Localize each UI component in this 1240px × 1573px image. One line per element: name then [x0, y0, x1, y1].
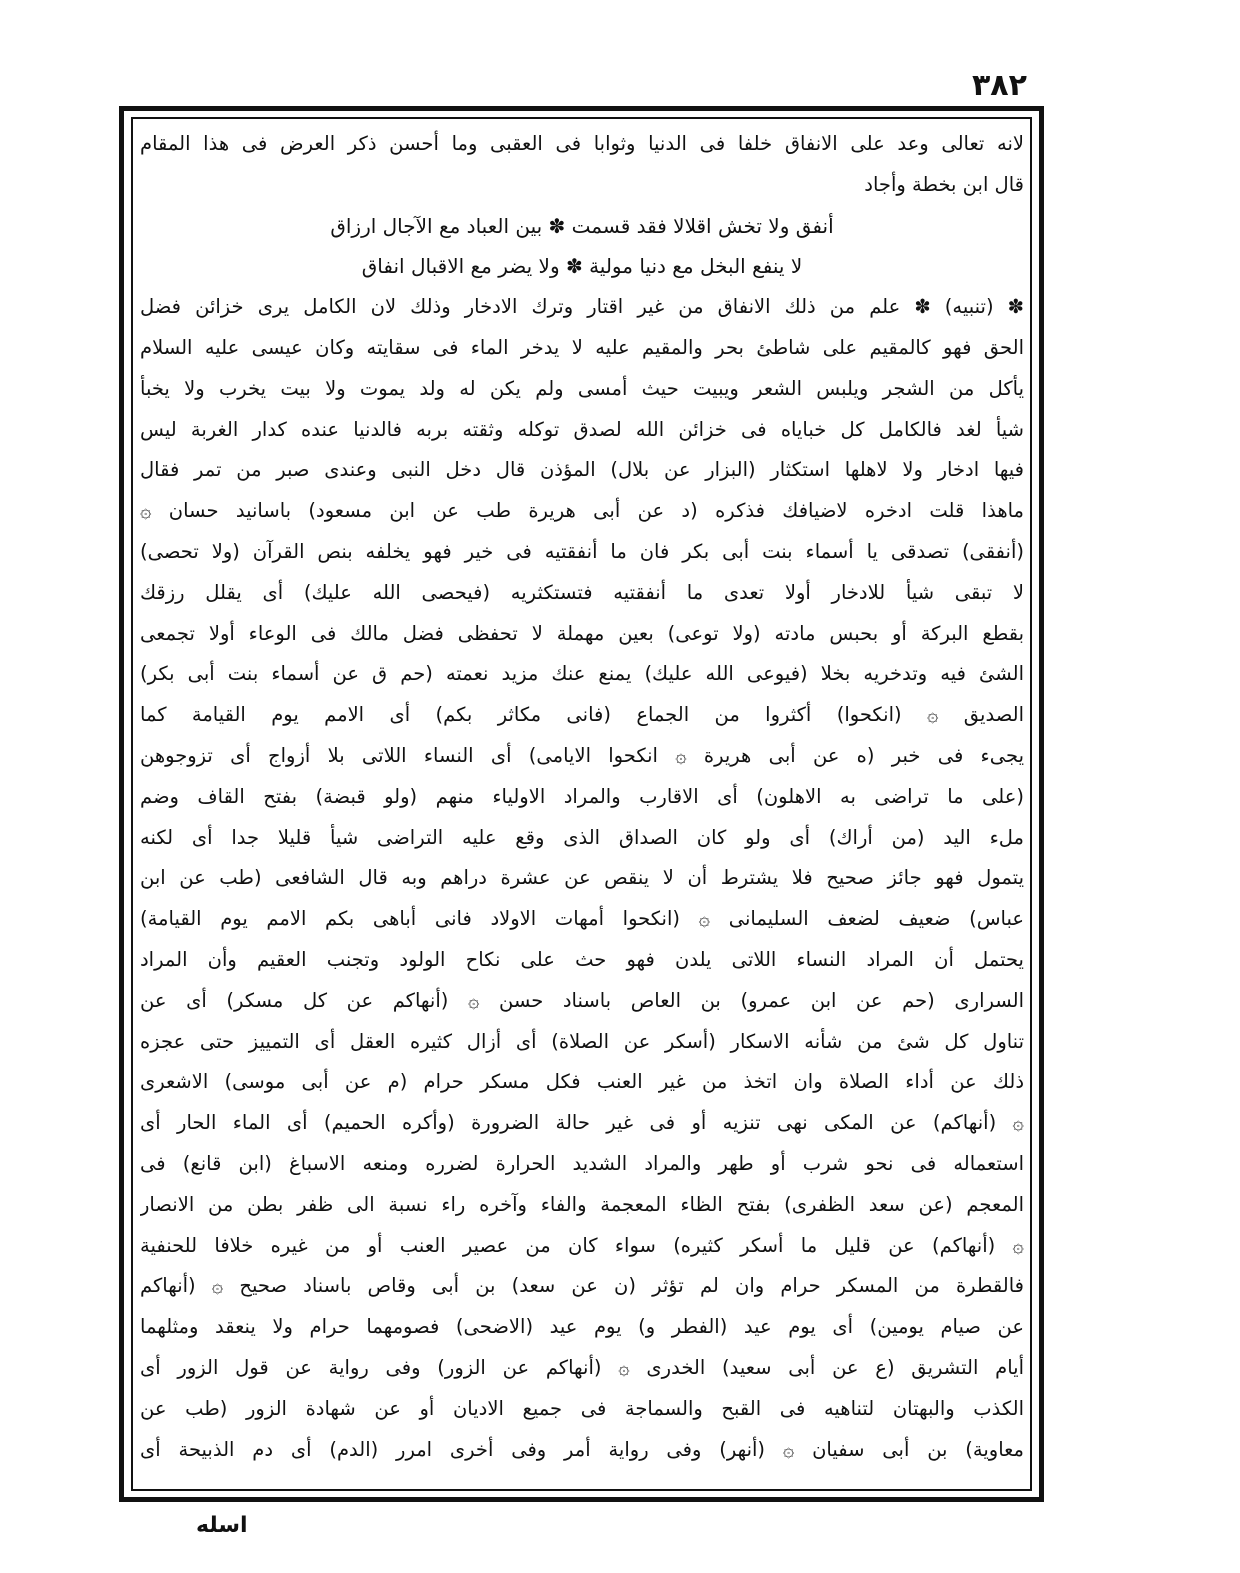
text-line: يجىء فى خبر (ه عن أبى هريرة ۞ انكحوا الايامى) أى النساء اللاتى بلا أزواج أى تزوجوهن [140, 743, 1024, 767]
text-line: لانه تعالى وعد على الانفاق خلفا فى الدنيا وثوابا فى العقبى وما أحسن ذكر العرض فى هذا المقام [140, 132, 1024, 155]
text-line: (أنفقى) تصدقى يا أسماء بنت أبى بكر فان ما أنفقتيه فى خير فهو يخلفه بنص القرآن (ولا تحصى) [140, 539, 1024, 563]
text-line: (على ما تراضى به الاهلون) أى الاقارب والمراد الاولياء منهم (ولو قبضة) بفتح القاف وضم [140, 784, 1024, 808]
text-line: فيها ادخار ولا لاهلها استكثار (البزار عن بلال) المؤذن قال دخل النبى وعندى صبر من تمر فقال [140, 458, 1024, 482]
text-line: ✽ (تنبيه) ✽ علم من ذلك الانفاق من غير اقتار وترك الادخار وذلك لان الكامل يرى خزائن فضل [140, 295, 1024, 319]
text-line: استعماله فى نحو شرب أو طهر والمراد الشديد الحرارة لضرره ومنعه الاسباغ (ابن قانع) فى [140, 1151, 1024, 1175]
text-line: الشئ فيه وتدخريه بخلا (فيوعى الله عليك) يمنع عنك مزيد نعمته (حم ق عن أسماء بنت أبى بكر) [140, 662, 1024, 686]
text-line: الصديق ۞ (انكحوا) أكثروا من الجماع (فانى مكاثر بكم) أى الامم يوم القيامة كما [140, 703, 1024, 727]
text-line: السرارى (حم عن ابن عمرو) بن العاص باسناد حسن ۞ (أنهاكم عن كل مسكر) أى عن [140, 988, 1024, 1012]
text-line: أيام التشريق (ع عن أبى سعيد) الخدرى ۞ (أنهاكم عن الزور) وفى رواية عن قول الزور أى [140, 1355, 1024, 1379]
text-line: عباس) ضعيف لضعف السليمانى ۞ (انكحوا أمهات الاولاد فانى أباهى بكم الامم يوم القيامة) [140, 907, 1024, 931]
text-line: ۞ (أنهاكم) عن قليل ما أسكر كثيره) سواء كان من عصير العنب أو من غيره خلافا للحنفية [140, 1233, 1024, 1257]
verse-line: لا ينفع البخل مع دنيا مولية ✽ ولا يضر مع الاقبال انفاق [361, 254, 803, 279]
page-body [140, 124, 1024, 1486]
text-line: ذلك عن أداء الصلاة وان اتخذ من غير العنب فكل مسكر حرام (م عن أبى موسى) الاشعرى [140, 1070, 1024, 1094]
text-line: بقطع البركة أو بحبس مادته (ولا توعى) بعين مهملة لا تحفظى فضل مالك فى الوعاء أولا تجمعى [140, 621, 1024, 645]
text-line: المعجم (عن سعد الظفرى) بفتح الظاء المعجمة والفاء وآخره راء نسبة الى ظفر بطن من الانصار [140, 1192, 1024, 1216]
text-line: الكذب والبهتان لتناهيه فى القبح والسماجة فى جميع الاديان أو عن شهادة الزور (طب عن [140, 1396, 1024, 1420]
text-line: فالقطرة من المسكر حرام وان لم تؤثر (ن عن سعد) بن أبى وقاص باسناد صحيح ۞ (أنهاكم [140, 1274, 1024, 1298]
page-number: ٣٨٢ [972, 68, 1027, 103]
text-line: يتمول فهو جائز صحيح فلا يشترط أن لا ينقص عن عشرة دراهم وبه قال الشافعى (طب عن ابن [140, 866, 1024, 890]
text-line: يأكل من الشجر ويلبس الشعر ويبيت حيث أمسى ولم يكن له ولد يموت ولا بيت يخرب ولا يخبأ [140, 376, 1024, 400]
catchword: اسله [196, 1513, 248, 1538]
text-line: عن صيام يومين) أى يوم عيد (الفطر و) يوم عيد (الاضحى) فصومهما حرام ولا ينعقد ومثلهما [140, 1315, 1024, 1339]
text-line: يحتمل أن المراد النساء اللاتى يلدن فهو حث على نكاح الولود وتجنب العقيم وأن المراد [140, 947, 1024, 971]
text-line: قال ابن بخطة وأجاد [864, 172, 1024, 196]
text-line: الحق فهو كالمقيم على شاطئ بحر والمقيم عليه لا يدخر الماء فى سقايته وكان عيسى عليه السلام [140, 335, 1024, 359]
verse-line: أنفق ولا تخش اقلالا فقد قسمت ✽ بين العباد مع الآجال ارزاق [330, 213, 834, 238]
text-line: ۞ (أنهاكم) عن المكى نهى تنزيه أو فى غير حالة الضرورة (وأكره الحميم) أى الماء الحار أى [140, 1111, 1024, 1135]
text-line: شيأ لغد فالكامل كل خباياه فى خزائن الله لصدق توكله وثقته بربه فالدنيا عنده كدار الغربة ليس [140, 417, 1024, 441]
text-line: لا تبقى شيأ للادخار أولا تعدى ما أنفقتيه فتستكثريه (فيحصى الله عليك) أى يقلل رزقك [140, 580, 1024, 604]
text-line: ملء اليد (من أراك) أى ولو كان الصداق الذى وقع عليه التراضى شيأ قليلا جدا أى لكنه [140, 825, 1024, 849]
text-line: ماهذا قلت ادخره لاضيافك فذكره (د عن أبى هريرة طب عن ابن مسعود) باسانيد حسان ۞ [140, 499, 1024, 523]
text-line: معاوية) بن أبى سفيان ۞ (أنهر) وفى رواية أمر وفى أخرى امرر (الدم) أى دم الذبيحة أى [140, 1437, 1024, 1461]
text-line: تناول كل شئ من شأنه الاسكار (أسكر عن الصلاة) أى أزال كثيره العقل أى التمييز حتى عجزه [140, 1029, 1024, 1053]
